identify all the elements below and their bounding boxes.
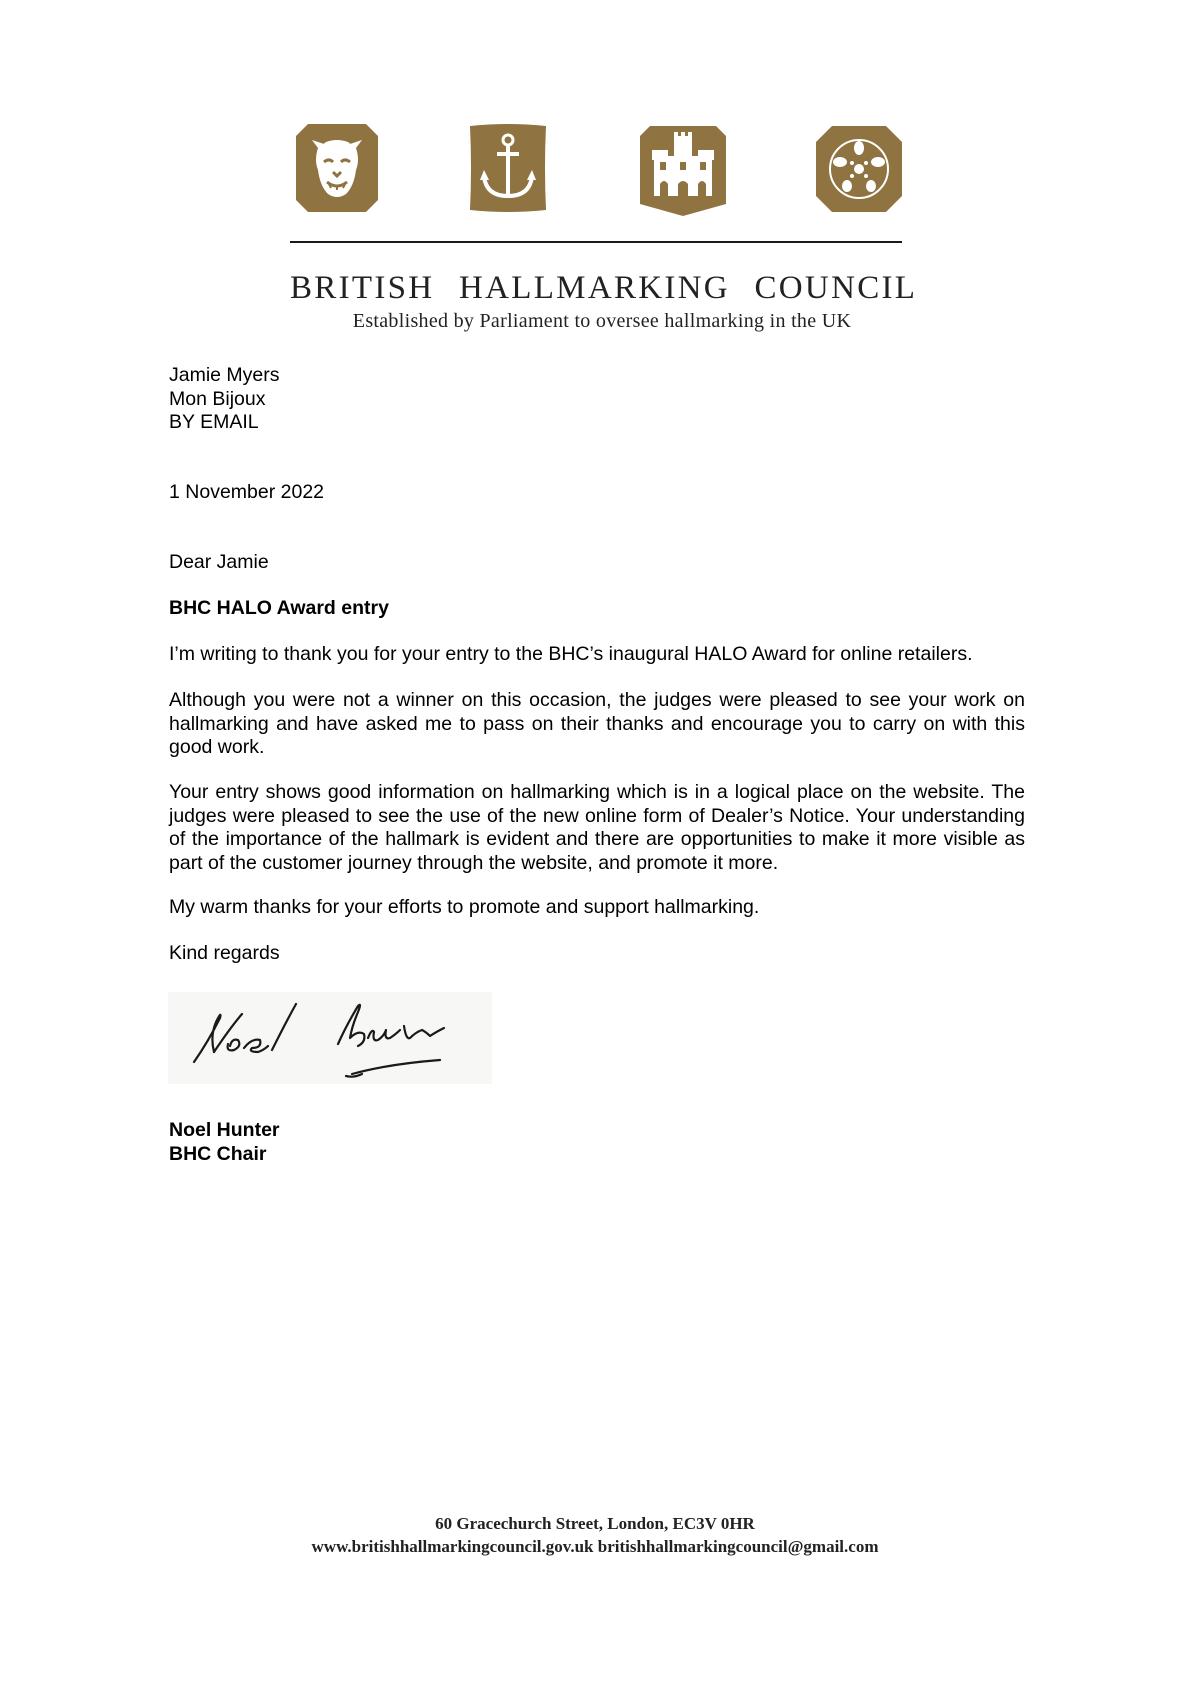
organisation-name: BRITISH HALLMARKING COUNCIL <box>290 270 918 306</box>
header-divider <box>290 241 902 243</box>
recipient-block <box>169 364 1025 435</box>
recipient-company: Mon Bijoux <box>169 387 266 410</box>
hallmark-symbols <box>0 0 1190 230</box>
signer-block <box>169 1119 1025 1166</box>
recipient-delivery: BY EMAIL <box>169 411 259 433</box>
handwritten-signature <box>168 992 492 1084</box>
letter-subject: BHC HALO Award entry <box>169 597 389 619</box>
closing: Kind regards <box>169 942 280 964</box>
letter-date: 1 November 2022 <box>169 481 325 503</box>
body-paragraph: My warm thanks for your efforts to promote and support hallmarking. <box>169 896 760 918</box>
signer-title: BHC Chair <box>169 1142 267 1165</box>
salutation: Dear Jamie <box>169 551 269 573</box>
anchor-icon <box>468 124 548 212</box>
signer-name: Noel Hunter <box>169 1119 280 1141</box>
body-paragraph: Although you were not a winner on this occasion, the judges were pleased to see your work on hallmarking and have asked me to pass on their thanks and encourage you to carry on with this good work. <box>169 689 1025 758</box>
body-paragraph: Your entry shows good information on hallmarking which is in a logical place on the website. The judges were pleased to see the use of the new online form of Dealer’s Notice. Your understanding of the importance of the hallmark is evident and there are opportunities to make it more visible as part of the customer journey through the website, and promote it more. <box>169 781 1025 874</box>
footer-contact: www.britishhallmarkingcouncil.gov.uk britishhallmarkingcouncil@gmail.com <box>311 1537 879 1556</box>
organisation-tagline: Established by Parliament to oversee hallmarking in the UK <box>352 310 852 332</box>
recipient-name: Jamie Myers <box>169 364 280 386</box>
body-paragraph: I’m writing to thank you for your entry to the BHC’s inaugural HALO Award for online retailers. <box>169 643 973 665</box>
footer-address: 60 Gracechurch Street, London, EC3V 0HR <box>435 1514 755 1533</box>
castle-icon <box>640 126 726 216</box>
leopard-head-icon <box>296 124 378 212</box>
rose-icon <box>816 126 902 212</box>
